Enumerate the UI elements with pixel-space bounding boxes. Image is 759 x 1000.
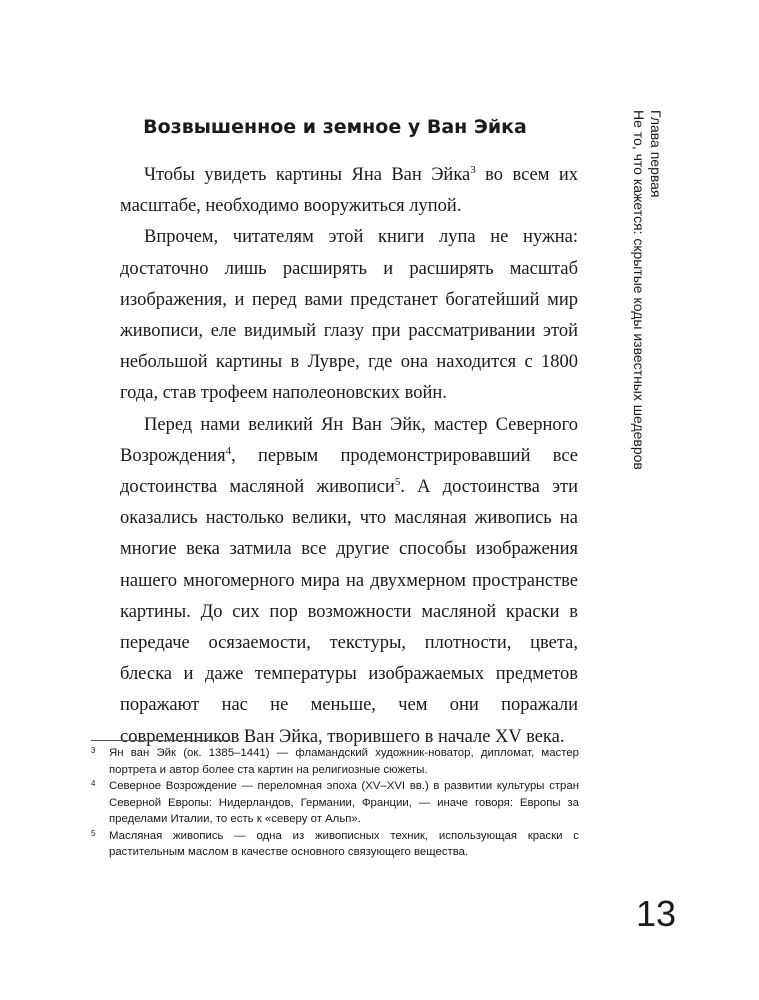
footnote-ref-4[interactable]: 4 [225, 444, 232, 457]
paragraph-3 [120, 410, 578, 753]
footnote-number: 5 [91, 828, 96, 838]
paragraph-1-text-b: во всем их масштабе, необходимо вооружиться лупой. [120, 165, 578, 217]
paragraph-1-text-a: Чтобы увидеть картины Яна Ван Эйка [144, 165, 471, 185]
footnotes [91, 745, 579, 861]
paragraph-3-text-c: . А достоинства эти оказались настолько велики, что масляная живопись на многие века затмила все другие способы изображения нашего многомерного мира на двухмерном пространстве картины. До сих пор возможности масляной краски в передаче осязаемости, текстуры, плотности, цвета, блеска и даже температуры изображаемых предметов поражают нас не меньше, чем они поражали современников Ван Эйка, творившего в начале XV века. [120, 477, 578, 747]
footnote-text: Северное Возрождение — переломная эпоха (XV–XVI вв.) в развитии культуры стран Северной Европы: Нидерландов, Германии, Франции, — иначе говоря: Европы за пределами Италии, то есть к «северу от Альп». [109, 780, 579, 825]
footnote-number: 4 [91, 779, 96, 788]
paragraph-3-text-b: , первым продемонстрировавший все достоинства масляной живописи [120, 445, 578, 498]
footnote-4 [91, 778, 579, 828]
footnote-divider [91, 740, 231, 741]
running-head-chapter: Глава первая [648, 110, 664, 198]
footnote-text: Масляная живопись — одна из живописных техник, использующая краски с растительным маслом в качестве основного связующего вещества. [109, 829, 579, 858]
page-number: 13 [635, 893, 676, 934]
running-head-subtitle: Не то, что кажется: скрытые коды известных шедевров [631, 110, 647, 470]
footnote-ref-5[interactable]: 5 [394, 475, 401, 488]
footnote-5 [91, 828, 579, 861]
paragraph-1 [120, 160, 578, 222]
paragraph-2: Впрочем, читателям этой книги лупа не нужна: достаточно лишь расширять и расширять масштаб изображения, и перед вами предстанет богатейший мир живописи, еле видимый глазу при рассматривании этой небольшой картины в Лувре, где она находится с 1800 года, став трофеем наполеоновских войн. [120, 227, 578, 404]
footnote-number: 3 [91, 746, 96, 755]
body-text [120, 160, 578, 753]
page-title: Возвышенное и земное у Ван Эйка [143, 116, 527, 138]
footnote-ref-3[interactable]: 3 [470, 163, 476, 176]
footnote-text: Ян ван Эйк (ок. 1385–1441) — фламандский художник-новатор, дипломат, мастер портрета и автор более ста картин на религиозные сюжеты. [109, 747, 579, 776]
running-head [604, 110, 664, 510]
paragraph-3-text-a: Перед нами великий Ян Ван Эйк, мастер Северного Возрождения [120, 414, 578, 466]
footnote-3 [91, 745, 579, 778]
